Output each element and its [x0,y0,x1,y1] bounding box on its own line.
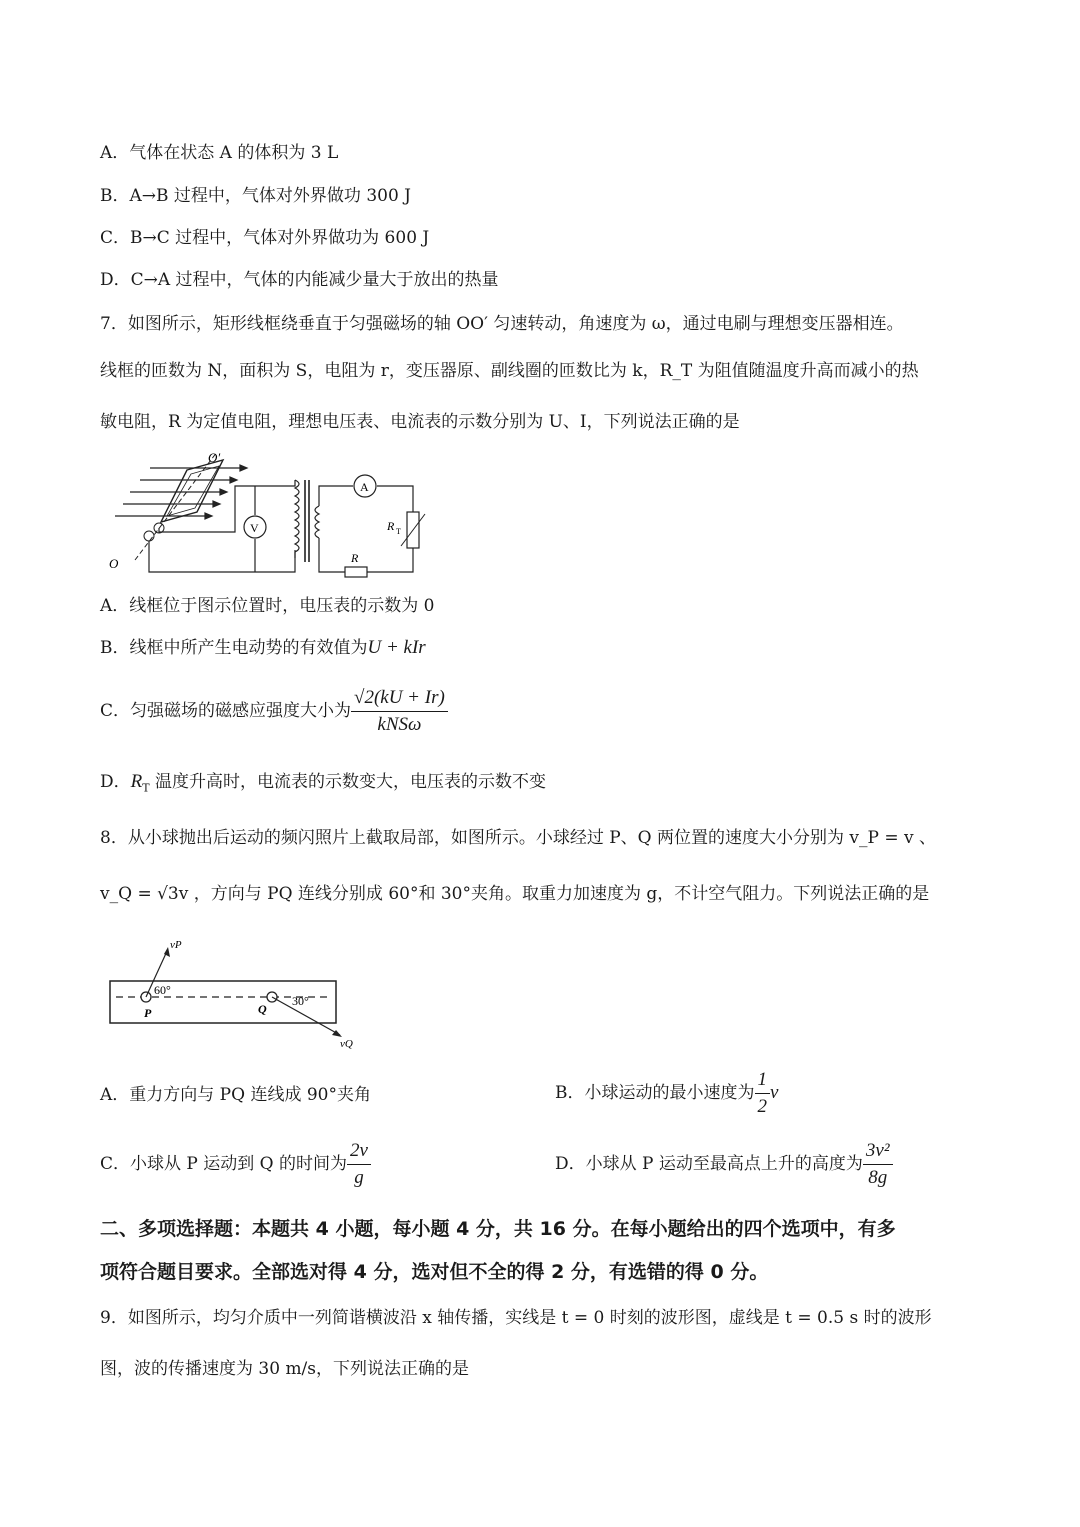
q9-stem-line1: 9．如图所示，均匀介质中一列简谐横波沿 x 轴传播，实线是 t = 0 时刻的波形图，虚线是 t = 0.5 s 时的波形 [100,1308,932,1328]
q8-vp-label: vP [170,939,182,951]
q7-option-c [100,684,448,738]
q8-option-d [555,1137,893,1191]
q7-stem-line1: 7．如图所示，矩形线框绕垂直于匀强磁场的轴 OO′ 匀速转动，角速度为 ω，通过电刷与理想变压器相连。 [100,314,904,334]
q7-option-b-math: U + kIr [367,637,426,658]
q8-option-b-text: B．小球运动的最小速度为 [555,1083,755,1103]
q7-option-d [100,770,546,800]
section2-heading-line2: 项符合题目要求。全部选对得 4 分，选对但不全的得 2 分，有选错的得 0 分。 [100,1261,769,1283]
q7-option-d-prefix: D． [100,772,131,792]
q7-option-c-denominator: kNSω [377,714,422,735]
q8-option-d-numerator: 3v² [863,1138,893,1165]
q7-ammeter-label: A [360,480,369,494]
q7-label-o: O [109,556,119,571]
q8-angle-q: 30° [292,994,309,1008]
q7-circuit-figure [105,450,425,580]
q8-angle-p: 60° [154,983,171,997]
q7-option-d-text: 温度升高时，电流表的示数变大，电压表的示数不变 [149,772,546,792]
q7-thermistor-subscript: T [396,527,401,536]
q7-option-b-text: B．线框中所产生电动势的有效值为 [100,638,368,658]
q7-option-c-numerator: √2(kU + Ir) [351,685,448,712]
q8-option-d-text: D．小球从 P 运动至最高点上升的高度为 [555,1154,863,1174]
q8-p-label: P [144,1006,152,1020]
q9-stem-line2: 图，波的传播速度为 30 m/s，下列说法正确的是 [100,1359,470,1379]
q6-option-a: A．气体在状态 A 的体积为 3 L [100,143,339,163]
q8-flash-photo-figure [108,935,358,1050]
q8-option-b-tail: v [770,1082,779,1103]
q8-stem-line2: v_Q = √3v ，方向与 PQ 连线分别成 60°和 30°夹角。取重力加速度为 g，不计空气阻力。下列说法正确的是 [100,884,930,904]
q8-q-label: Q [258,1002,267,1016]
q7-label-o-prime: O′ [208,450,221,465]
q7-option-c-text: C．匀强磁场的磁感应强度大小为 [100,701,352,721]
q7-option-a: A．线框位于图示位置时，电压表的示数为 0 [100,596,435,616]
q8-option-a: A．重力方向与 PQ 连线成 90°夹角 [100,1085,371,1105]
section2-heading-line1: 二、多项选择题：本题共 4 小题，每小题 4 分，共 16 分。在每小题给出的四个选项中，有多 [100,1218,896,1240]
q7-stem-line2: 线框的匝数为 N，面积为 S，电阻为 r，变压器原、副线圈的匝数比为 k，R_T 为阻值随温度升高而减小的热 [100,361,919,381]
q8-option-d-denominator: 8g [868,1167,888,1188]
q8-option-b [555,1066,778,1120]
q8-option-c-numerator: 2v [347,1138,371,1165]
q7-voltmeter-label: V [250,521,259,535]
q8-option-b-numerator: 1 [755,1067,771,1094]
q8-option-b-denominator: 2 [757,1096,767,1117]
q7-option-d-rt-sub: T [142,781,150,795]
q7-thermistor-label: R [387,519,395,533]
q8-option-c-denominator: g [354,1167,364,1188]
q8-stem-line1: 8．从小球抛出后运动的频闪照片上截取局部，如图所示。小球经过 P、Q 两位置的速度大小分别为 v_P = v 、 [100,828,937,848]
q7-option-d-rt: R [130,771,143,792]
q7-option-b [100,636,426,660]
q8-option-c [100,1137,371,1191]
q6-option-b: B．A→B 过程中，气体对外界做功 300 J [100,186,411,206]
q8-option-c-text: C．小球从 P 运动到 Q 的时间为 [100,1154,347,1174]
q6-option-c: C．B→C 过程中，气体对外界做功为 600 J [100,228,430,248]
q7-resistor-label: R [351,551,359,565]
q8-vq-label: vQ [340,1038,353,1050]
resistor-icon [345,567,367,577]
q6-option-d: D．C→A 过程中，气体的内能减少量大于放出的热量 [100,270,499,290]
q7-stem-line3: 敏电阻，R 为定值电阻，理想电压表、电流表的示数分别为 U、I，下列说法正确的是 [100,412,740,432]
